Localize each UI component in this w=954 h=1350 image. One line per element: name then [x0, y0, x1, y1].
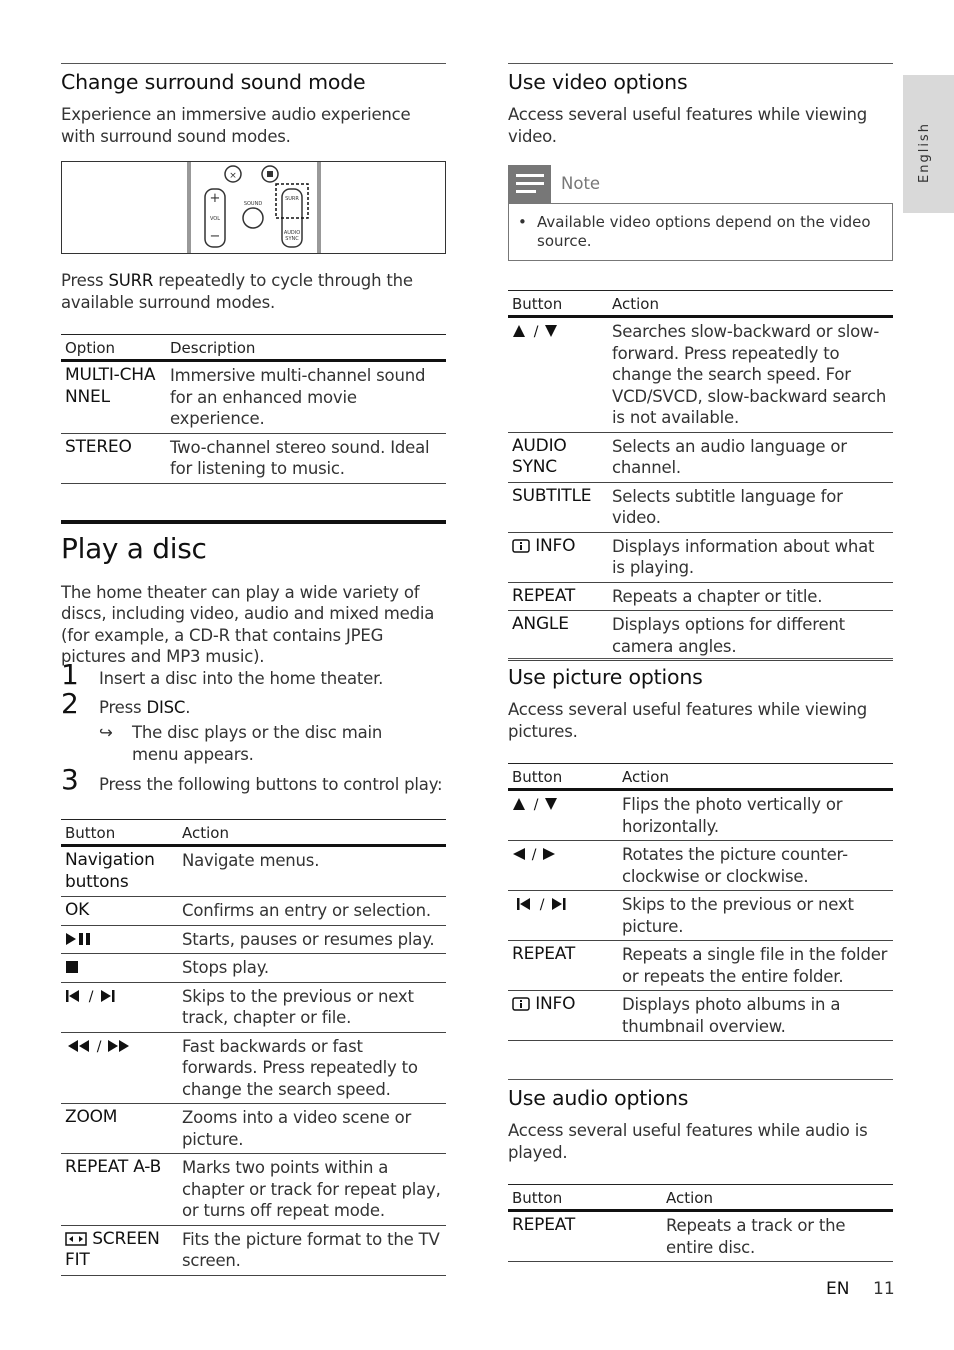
- note-body: • Available video options depend on the video source.: [508, 204, 893, 261]
- table-row: Navigation buttons Navigate menus.: [61, 846, 446, 897]
- table-row: OK Confirms an entry or selection.: [61, 897, 446, 926]
- svg-text:/: /: [96, 1038, 102, 1053]
- remote-vol-plus: +: [209, 191, 221, 206]
- table-row: / Skips to the previous or next track, chapter or file.: [61, 982, 446, 1032]
- surround-title: Change surround sound mode: [61, 70, 366, 94]
- table-row: REPEAT Repeats a track or the entire disc.: [508, 1211, 893, 1262]
- play-intro: The home theater can play a wide variety of discs, including video, audio and mixed media (for example, a CD-R that contains JPEG pictures and MP3 music).: [61, 582, 435, 666]
- step-text: Insert a disc into the home theater.: [99, 669, 384, 688]
- surround-instruction: Press SURR repeatedly to cycle through the available surround modes.: [61, 271, 413, 312]
- step-result: ↪ The disc plays or the disc main menu appears.: [99, 723, 383, 764]
- picture-section: [508, 658, 893, 1041]
- table-row: Starts, pauses or resumes play.: [61, 925, 446, 954]
- table-row: MULTI-CHANNEL Immersive multi-channel sound for an enhanced movie experience.: [61, 361, 446, 434]
- remote-audio-label: AUDIO: [283, 230, 301, 236]
- table-row: / Flips the photo vertically or horizontally.: [508, 790, 893, 841]
- play-pause-icon: [65, 932, 97, 946]
- video-title: Use video options: [508, 70, 688, 94]
- remote-illustration: [61, 161, 446, 254]
- screen-fit-icon: [65, 1232, 87, 1246]
- prev-next-icon: [512, 897, 568, 911]
- left-column: [61, 63, 446, 668]
- svg-text:/: /: [533, 797, 539, 811]
- table-row: Stops play.: [61, 954, 446, 983]
- result-arrow-icon: ↪: [99, 723, 113, 742]
- table-row: SCREEN FIT Fits the picture format to the TV screen.: [61, 1225, 446, 1275]
- table-row: / Skips to the previous or next picture.: [508, 891, 893, 941]
- left-right-icon: [512, 847, 558, 861]
- remote-sound-label: SOUND: [243, 201, 263, 207]
- svg-text:/: /: [539, 897, 545, 911]
- surround-intro: Experience an immersive audio experience with surround sound modes.: [61, 105, 411, 146]
- play-title: Play a disc: [61, 531, 207, 565]
- info-icon: [512, 997, 530, 1011]
- video-table: Button Action / Searches slow-backward or slow-forward. Press repeatedly to change the search speed. For VCD/SVCD, slow-backward search is not available. AUDIO SYNC Selects an audio language or channel. SUBTITLE Selects subtitle language for video. INFO Displays information about what is playing. REPEAT Repeats a chapter or title. ANGLE Displays options for different camera angles.: [508, 290, 893, 661]
- table-row: SUBTITLE Selects subtitle language for video.: [508, 482, 893, 532]
- note-icon: [508, 165, 551, 204]
- play-control-table: Button Action Navigation buttons Navigate menus. OK Confirms an entry or selection. Starts, pauses or resumes play. Stops play. / Skips to the previous or next track, chapter or file. / Fast backwards or fast forwards. Press repeatedly to change the search speed. ZOOM Zooms into a video scene or picture. REPEAT A-B Marks two points within a chapter or track for repeat play, or turns off repeat mode. SCREEN FIT Fits the picture format to the TV screen.: [61, 819, 446, 1276]
- remote-vol-minus: −: [209, 229, 221, 244]
- step-text: Press DISC.: [99, 698, 191, 717]
- remote-surr-label: SURR: [285, 196, 299, 202]
- table-row: / Rotates the picture counter-clockwise or clockwise.: [508, 841, 893, 891]
- step-number: 1: [61, 658, 79, 691]
- remote-sync-label: SYNC: [285, 236, 299, 242]
- stop-icon: [65, 960, 79, 974]
- table-row: REPEAT Repeats a chapter or title.: [508, 582, 893, 611]
- up-down-icon: [512, 797, 562, 811]
- table-row: STEREO Two-channel stereo sound. Ideal for listening to music.: [61, 433, 446, 483]
- step-text: Press the following buttons to control play:: [99, 775, 443, 794]
- note-label: Note: [561, 174, 601, 193]
- table-row: INFO Displays information about what is playing.: [508, 532, 893, 582]
- surr-key: SURR: [108, 271, 154, 290]
- remote-vol-label: VOL: [209, 216, 221, 222]
- rewind-forward-icon: [65, 1039, 133, 1053]
- play-table-wrap: [61, 819, 446, 1276]
- table-row: ANGLE Displays options for different camera angles.: [508, 611, 893, 661]
- table-row: / Fast backwards or fast forwards. Press repeatedly to change the search speed.: [61, 1032, 446, 1104]
- table-row: REPEAT A-B Marks two points within a chapter or track for repeat play, or turns off repeat mode.: [61, 1154, 446, 1226]
- picture-table: Button Action / Flips the photo vertically or horizontally. / Rotates the picture counter-clockwise or clockwise. / Skips to the previous or next picture. REPEAT Repeats a single file in the folder or repeats the entire folder. INFO Displays photo albums in a thumbnail overview.: [508, 763, 893, 1041]
- svg-text:/: /: [531, 847, 537, 861]
- note-box: [508, 165, 893, 261]
- surround-table: Option Description MULTI-CHANNEL Immersive multi-channel sound for an enhanced movie experience. STEREO Two-channel stereo sound. Ideal for listening to music.: [61, 334, 446, 484]
- table-row: AUDIO SYNC Selects an audio language or channel.: [508, 432, 893, 482]
- table-row: INFO Displays photo albums in a thumbnail overview.: [508, 991, 893, 1041]
- prev-next-icon: [65, 989, 117, 1003]
- page-number: 11: [873, 1279, 895, 1299]
- table-row: ZOOM Zooms into a video scene or picture.: [61, 1104, 446, 1154]
- table-row: / Searches slow-backward or slow-forward. Press repeatedly to change the search speed. For VCD/SVCD, slow-backward search is not available.: [508, 317, 893, 433]
- footer-lang: EN: [826, 1279, 850, 1299]
- up-down-icon: [512, 324, 562, 338]
- language-tab-label: English: [917, 122, 932, 183]
- audio-table: Button Action REPEAT Repeats a track or the entire disc.: [508, 1184, 893, 1262]
- video-intro: Access several useful features while viewing video.: [508, 105, 868, 146]
- step-number: 3: [61, 763, 79, 796]
- svg-text:/: /: [88, 988, 94, 1003]
- audio-section: [508, 1079, 893, 1262]
- info-icon: [512, 539, 530, 553]
- table-row: REPEAT Repeats a single file in the folder or repeats the entire folder.: [508, 941, 893, 991]
- remote-drawing: [62, 162, 445, 253]
- picture-intro: Access several useful features while viewing pictures.: [508, 700, 868, 741]
- svg-text:×: ×: [229, 171, 237, 181]
- svg-text:/: /: [533, 324, 539, 338]
- audio-intro: Access several useful features while audio is played.: [508, 1121, 868, 1162]
- audio-title: Use audio options: [508, 1086, 689, 1110]
- disc-key: DISC: [146, 698, 186, 717]
- picture-title: Use picture options: [508, 665, 703, 689]
- step-number: 2: [61, 687, 79, 720]
- right-column: [508, 63, 893, 661]
- language-tab: [903, 75, 954, 213]
